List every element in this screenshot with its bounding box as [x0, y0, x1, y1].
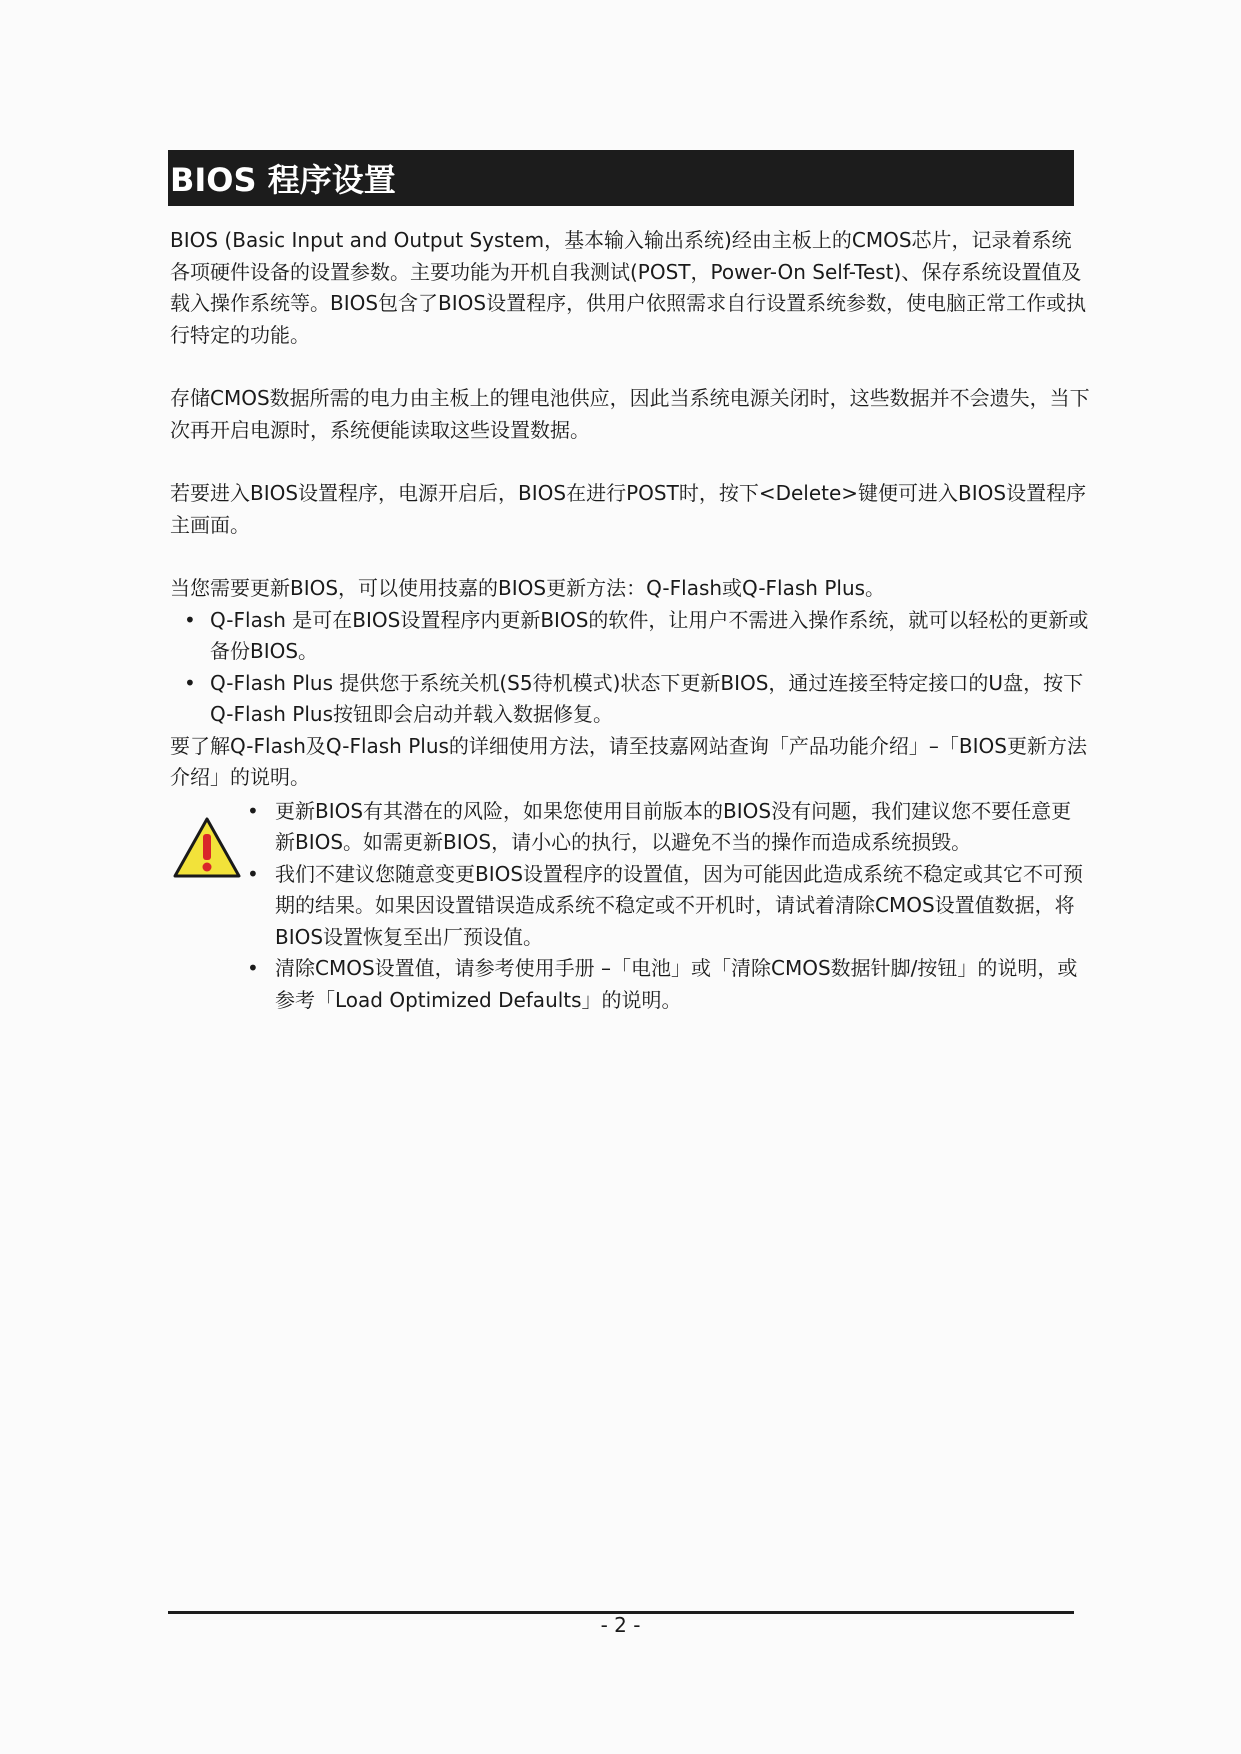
section-title: BIOS 程序设置: [170, 161, 396, 199]
cmos-battery-paragraph: 存储CMOS数据所需的电力由主板上的锂电池供应，因此当系统电源关闭时，这些数据并不会遗失，当下次再开启电源时，系统便能读取这些设置数据。: [170, 386, 1090, 442]
warning-update-risk: 更新BIOS有其潜在的风险，如果您使用目前版本的BIOS没有问题，我们建议您不要任意更新BIOS。如需更新BIOS，请小心的执行，以避免不当的操作而造成系统损毁。: [275, 798, 1072, 854]
bullet: •: [184, 670, 196, 695]
warning-settings-change: 我们不建议您随意变更BIOS设置程序的设置值，因为可能因此造成系统不稳定或其它不可预期的结果。如果因设置错误造成系统不稳定或不开机时，请试着清除CMOS设置值数据，将BIOS设置恢复至出厂预设值。: [275, 861, 1084, 949]
enter-bios-paragraph: 若要进入BIOS设置程序，电源开启后，BIOS在进行POST时，按下<Delete>键便可进入BIOS设置程序主画面。: [170, 481, 1087, 537]
page-content: [170, 225, 1090, 1016]
more-info-paragraph: 要了解Q-Flash及Q-Flash Plus的详细使用方法，请至技嘉网站查询「产品功能介绍」–「BIOS更新方法介绍」的说明。: [170, 733, 1087, 789]
page-number: - 2 -: [600, 1613, 641, 1637]
intro-paragraph: BIOS (Basic Input and Output System，基本输入输出系统)经由主板上的CMOS芯片，记录着系统各项硬件设备的设置参数。主要功能为开机自我测试(POST，Power-On Self-Test)、保存系统设置值及载入操作系统等。BIOS包含了BIOS设置程序，供用户依照需求自行设置系统参数，使电脑正常工作或执行特定的功能。: [170, 228, 1087, 347]
list-item: [170, 605, 1090, 668]
qflash-plus-description: Q-Flash Plus 提供您于系统关机(S5待机模式)状态下更新BIOS，通过连接至特定接口的U盘，按下Q-Flash Plus按钮即会启动并载入数据修复。: [210, 670, 1084, 726]
list-item: [247, 796, 1090, 859]
list-item: [170, 668, 1090, 731]
qflash-description: Q-Flash 是可在BIOS设置程序内更新BIOS的软件，让用户不需进入操作系统，就可以轻松的更新或备份BIOS。: [210, 607, 1089, 663]
warning-clear-cmos: 清除CMOS设置值，请参考使用手册 –「电池」或「清除CMOS数据针脚/按钮」的说明，或参考「Load Optimized Defaults」的说明。: [275, 956, 1078, 1012]
warning-block: [170, 796, 1090, 1017]
bullet: •: [247, 956, 259, 980]
update-methods-list: [170, 605, 1090, 731]
list-item: [247, 859, 1090, 954]
bullet: •: [184, 607, 196, 632]
warning-list: [170, 796, 1090, 1017]
list-item: [247, 953, 1090, 1016]
update-intro: 当您需要更新BIOS，可以使用技嘉的BIOS更新方法：Q-Flash或Q-Flash Plus。: [170, 576, 886, 600]
bullet: •: [247, 798, 259, 823]
warning-triangle-icon: [172, 816, 242, 880]
bullet: •: [247, 861, 259, 886]
section-title-bar: [168, 150, 1074, 206]
